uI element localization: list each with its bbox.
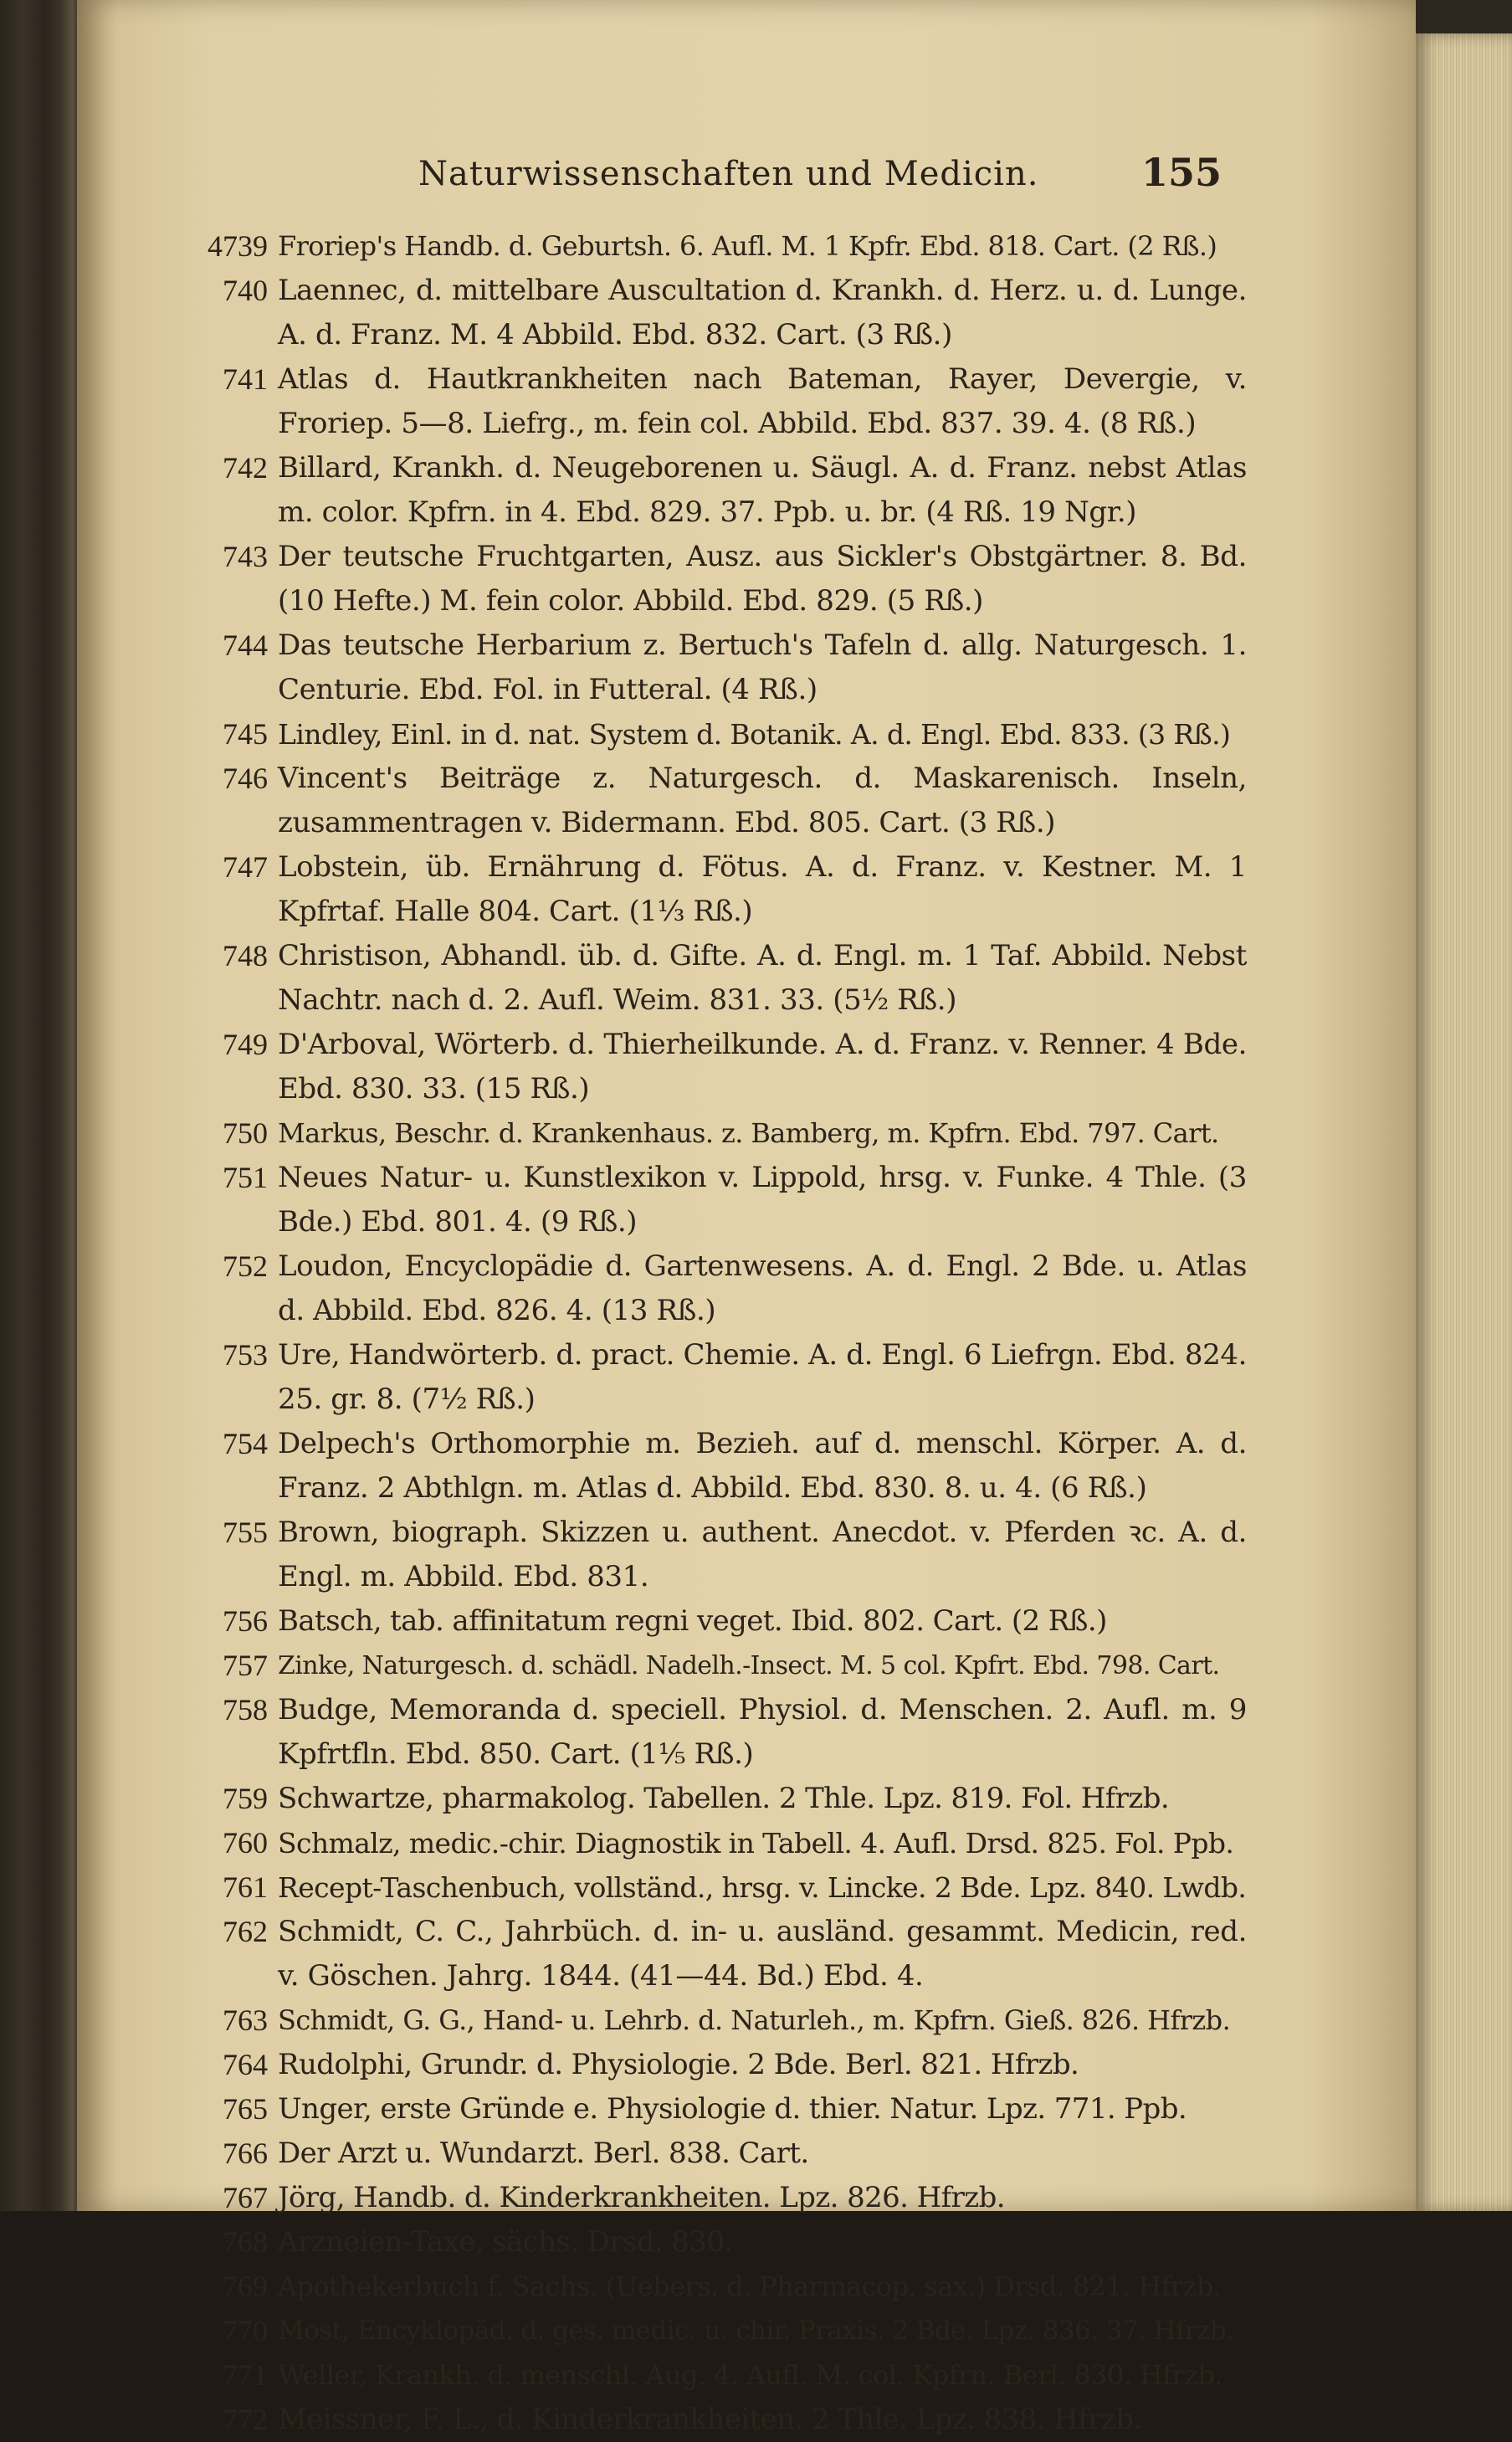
entry-number: 769	[223, 2270, 268, 2303]
entry-number: 752	[223, 1249, 268, 1283]
entry-number: 757	[223, 1649, 268, 1682]
entry-text: Markus, Beschr. d. Krankenhaus. z. Bamberg, m. Kpfrn. Ebd. 797. Cart.	[278, 1117, 1219, 1149]
catalogue-entry	[176, 1156, 1247, 1244]
entry-number: 763	[223, 2003, 268, 2037]
entry-text: Schmidt, C. C., Jahrbüch. d. in- u. ausländ. gesammt. Medicin, red. v. Göschen. Jahrg. 1844. (41—44. Bd.) Ebd. 4.	[278, 1915, 1247, 1993]
running-title: Naturwissenschaften und Medicin.	[418, 155, 1039, 193]
entry-text: Lobstein, üb. Ernährung d. Fötus. A. d. Franz. v. Kestner. M. 1 Kpfrtaf. Halle 804. Cart. (1⅓ Rß.)	[278, 850, 1247, 928]
entry-number: 771	[223, 2358, 268, 2392]
entry-text: Das teutsche Herbarium z. Bertuch's Tafeln d. allg. Naturgesch. 1. Centurie. Ebd. Fol. in Futteral. (4 Rß.)	[278, 628, 1247, 706]
entry-number: 748	[223, 939, 268, 972]
catalogue-entry	[176, 1422, 1247, 1511]
catalogue-entry	[176, 1511, 1247, 1599]
catalogue-entry	[176, 224, 1247, 269]
catalogue-entry	[176, 1777, 1247, 1821]
entry-text: Der teutsche Fruchtgarten, Ausz. aus Sickler's Obstgärtner. 8. Bd. (10 Hefte.) M. fein color. Abbild. Ebd. 829. (5 Rß.)	[278, 540, 1247, 618]
entry-text: Froriep's Handb. d. Geburtsh. 6. Aufl. M. 1 Kpfr. Ebd. 818. Cart. (2 Rß.)	[278, 230, 1217, 262]
catalogue-entry	[176, 2353, 1247, 2398]
entry-text: Unger, erste Gründe e. Physiologie d. thier. Natur. Lpz. 771. Ppb.	[278, 2092, 1187, 2126]
page-number: 155	[1140, 150, 1222, 195]
entry-number: 762	[223, 1915, 268, 1948]
entry-text: Der Arzt u. Wundarzt. Berl. 838. Cart.	[278, 2137, 809, 2170]
page-edges	[1416, 33, 1512, 2211]
entry-number: 755	[223, 1516, 268, 1549]
entry-number: 768	[223, 2225, 268, 2259]
catalogue-entry	[176, 357, 1247, 446]
catalogue-entry	[176, 1910, 1247, 1998]
entry-text: Batsch, tab. affinitatum regni veget. Ibid. 802. Cart. (2 Rß.)	[278, 1604, 1107, 1638]
entry-number: 740	[223, 274, 268, 307]
catalogue-entry	[176, 1998, 1247, 2043]
entry-text: Zinke, Naturgesch. d. schädl. Nadelh.-Insect. M. 5 col. Kpfrt. Ebd. 798. Cart.	[278, 1651, 1220, 1680]
catalogue-entry	[176, 269, 1247, 357]
entry-number: 764	[223, 2048, 268, 2081]
entry-number: 749	[223, 1028, 268, 1061]
entry-number: 759	[223, 1782, 268, 1815]
entry-text: Recept-Taschenbuch, vollständ., hrsg. v. Lincke. 2 Bde. Lpz. 840. Lwdb.	[278, 1871, 1247, 1904]
catalogue-entry	[176, 623, 1247, 712]
catalogue-entry	[176, 2043, 1247, 2087]
catalogue-entry	[176, 2309, 1247, 2353]
entry-number: 766	[223, 2137, 268, 2170]
catalogue-entry	[176, 2220, 1247, 2265]
catalogue-entry	[176, 1821, 1247, 1865]
catalogue-entry	[176, 1644, 1247, 1688]
entry-number: 761	[223, 1870, 268, 1904]
entry-number: 751	[223, 1161, 268, 1194]
entry-text: Christison, Abhandl. üb. d. Gifte. A. d. Engl. m. 1 Taf. Abbild. Nebst Nachtr. nach d. 2. Aufl. Weim. 831. 33. (5½ Rß.)	[278, 939, 1247, 1017]
entry-text: Atlas d. Hautkrankheiten nach Bateman, Rayer, Devergie, v. Froriep. 5—8. Liefrg., m. fein col. Abbild. Ebd. 837. 39. 4. (8 Rß.)	[278, 362, 1247, 440]
entry-text: Budge, Memoranda d. speciell. Physiol. d. Menschen. 2. Aufl. m. 9 Kpfrtfln. Ebd. 850. Cart. (1⅕ Rß.)	[278, 1693, 1247, 1771]
catalogue-entry	[176, 1333, 1247, 1422]
catalogue-entry	[176, 2176, 1247, 2220]
entry-number: 767	[223, 2181, 268, 2214]
entry-text: Weller, Krankh. d. menschl. Aug. 4. Aufl. M. col. Kpfrn. Berl. 830. Hfrzb.	[278, 2359, 1222, 2391]
entry-number: 758	[223, 1693, 268, 1726]
entry-text: Billard, Krankh. d. Neugeborenen u. Säugl. A. d. Franz. nebst Atlas m. color. Kpfrn. in 4. Ebd. 829. 37. Ppb. u. br. (4 Rß. 19 Ngr.)	[278, 451, 1247, 529]
entry-number: 747	[223, 850, 268, 884]
entry-number: 756	[223, 1604, 268, 1638]
catalogue-entry	[176, 757, 1247, 845]
catalogue-entry	[176, 845, 1247, 934]
page-header	[418, 150, 1255, 205]
entry-text: Arzneien-Taxe, sächs. Drsd. 830.	[278, 2225, 733, 2259]
entry-text: Delpech's Orthomorphie m. Bezieh. auf d. menschl. Körper. A. d. Franz. 2 Abthlgn. m. Atlas d. Abbild. Ebd. 830. 8. u. 4. (6 Rß.)	[278, 1427, 1247, 1505]
catalogue-entry	[176, 2132, 1247, 2176]
entry-text: D'Arboval, Wörterb. d. Thierheilkunde. A. d. Franz. v. Renner. 4 Bde. Ebd. 830. 33. (15 Rß.)	[278, 1028, 1247, 1106]
entry-number: 772	[223, 2403, 268, 2436]
catalogue-entry	[176, 2265, 1247, 2309]
catalogue-entry	[176, 1023, 1247, 1111]
entry-number: 754	[223, 1427, 268, 1460]
catalogue-entry	[176, 1111, 1247, 1156]
entry-number: 743	[223, 540, 268, 573]
entry-text: Meissner, F. L., d. Kinderkrankheiten. 2 Thle. Lpz. 838. Hfrzb.	[278, 2403, 1142, 2436]
catalogue-entries	[176, 224, 1247, 2442]
entry-number: 745	[223, 717, 268, 751]
entry-text: Laennec, d. mittelbare Auscultation d. Krankh. d. Herz. u. d. Lunge. A. d. Franz. M. 4 Abbild. Ebd. 832. Cart. (3 Rß.)	[278, 274, 1247, 351]
catalogue-entry	[176, 1688, 1247, 1777]
entry-text: Neues Natur- u. Kunstlexikon v. Lippold, hrsg. v. Funke. 4 Thle. (3 Bde.) Ebd. 801. 4. (9 Rß.)	[278, 1161, 1247, 1239]
entry-text: Apothekerbuch f. Sachs. (Uebers. d. Pharmacop. sax.) Drsd. 821. Hfrzb.	[278, 2270, 1222, 2302]
catalogue-entry	[176, 446, 1247, 535]
entry-text: Schwartze, pharmakolog. Tabellen. 2 Thle. Lpz. 819. Fol. Hfrzb.	[278, 1782, 1170, 1815]
entry-text: Rudolphi, Grundr. d. Physiologie. 2 Bde. Berl. 821. Hfrzb.	[278, 2048, 1079, 2081]
entry-number: 750	[223, 1116, 268, 1150]
entry-number: 746	[223, 762, 268, 795]
catalogue-entry	[176, 712, 1247, 757]
entry-number: 760	[223, 1826, 268, 1860]
entry-number: 765	[223, 2092, 268, 2126]
catalogue-entry	[176, 1865, 1247, 1910]
catalogue-entry	[176, 535, 1247, 623]
entry-text: Schmalz, medic.-chir. Diagnostik in Tabell. 4. Aufl. Drsd. 825. Fol. Ppb.	[278, 1827, 1234, 1860]
entry-number: 741	[223, 362, 268, 396]
catalogue-entry	[176, 1244, 1247, 1333]
entry-text: Schmidt, G. G., Hand- u. Lehrb. d. Naturleh., m. Kpfrn. Gieß. 826. Hfrzb.	[278, 2004, 1231, 2036]
entry-text: Lindley, Einl. in d. nat. System d. Botanik. A. d. Engl. Ebd. 833. (3 Rß.)	[278, 718, 1231, 751]
catalogue-entry	[176, 2087, 1247, 2132]
entry-number: 744	[223, 628, 268, 662]
entry-number: 770	[223, 2314, 268, 2347]
entry-text: Ure, Handwörterb. d. pract. Chemie. A. d. Engl. 6 Liefrgn. Ebd. 824. 25. gr. 8. (7½ Rß.)	[278, 1338, 1247, 1416]
entry-number: 742	[223, 451, 268, 485]
entry-number: 753	[223, 1338, 268, 1372]
catalogue-entry	[176, 1599, 1247, 1644]
catalogue-entry	[176, 934, 1247, 1023]
entry-number: 4739	[208, 229, 268, 263]
catalogue-entry	[176, 2398, 1247, 2442]
entry-text: Brown, biograph. Skizzen u. authent. Anecdot. v. Pferden ꝛc. A. d. Engl. m. Abbild. Ebd. 831.	[278, 1516, 1247, 1593]
entry-text: Loudon, Encyclopädie d. Gartenwesens. A. d. Engl. 2 Bde. u. Atlas d. Abbild. Ebd. 826. 4. (13 Rß.)	[278, 1249, 1247, 1327]
entry-text: Most, Encyklopäd. d. ges. medic. u. chir. Praxis. 2 Bde. Lpz. 836. 37. Hfrzb.	[278, 2316, 1234, 2346]
entry-text: Jörg, Handb. d. Kinderkrankheiten. Lpz. 826. Hfrzb.	[278, 2181, 1005, 2214]
entry-text: Vincent's Beiträge z. Naturgesch. d. Maskarenisch. Inseln, zusammentragen v. Bidermann. Ebd. 805. Cart. (3 Rß.)	[278, 762, 1247, 839]
